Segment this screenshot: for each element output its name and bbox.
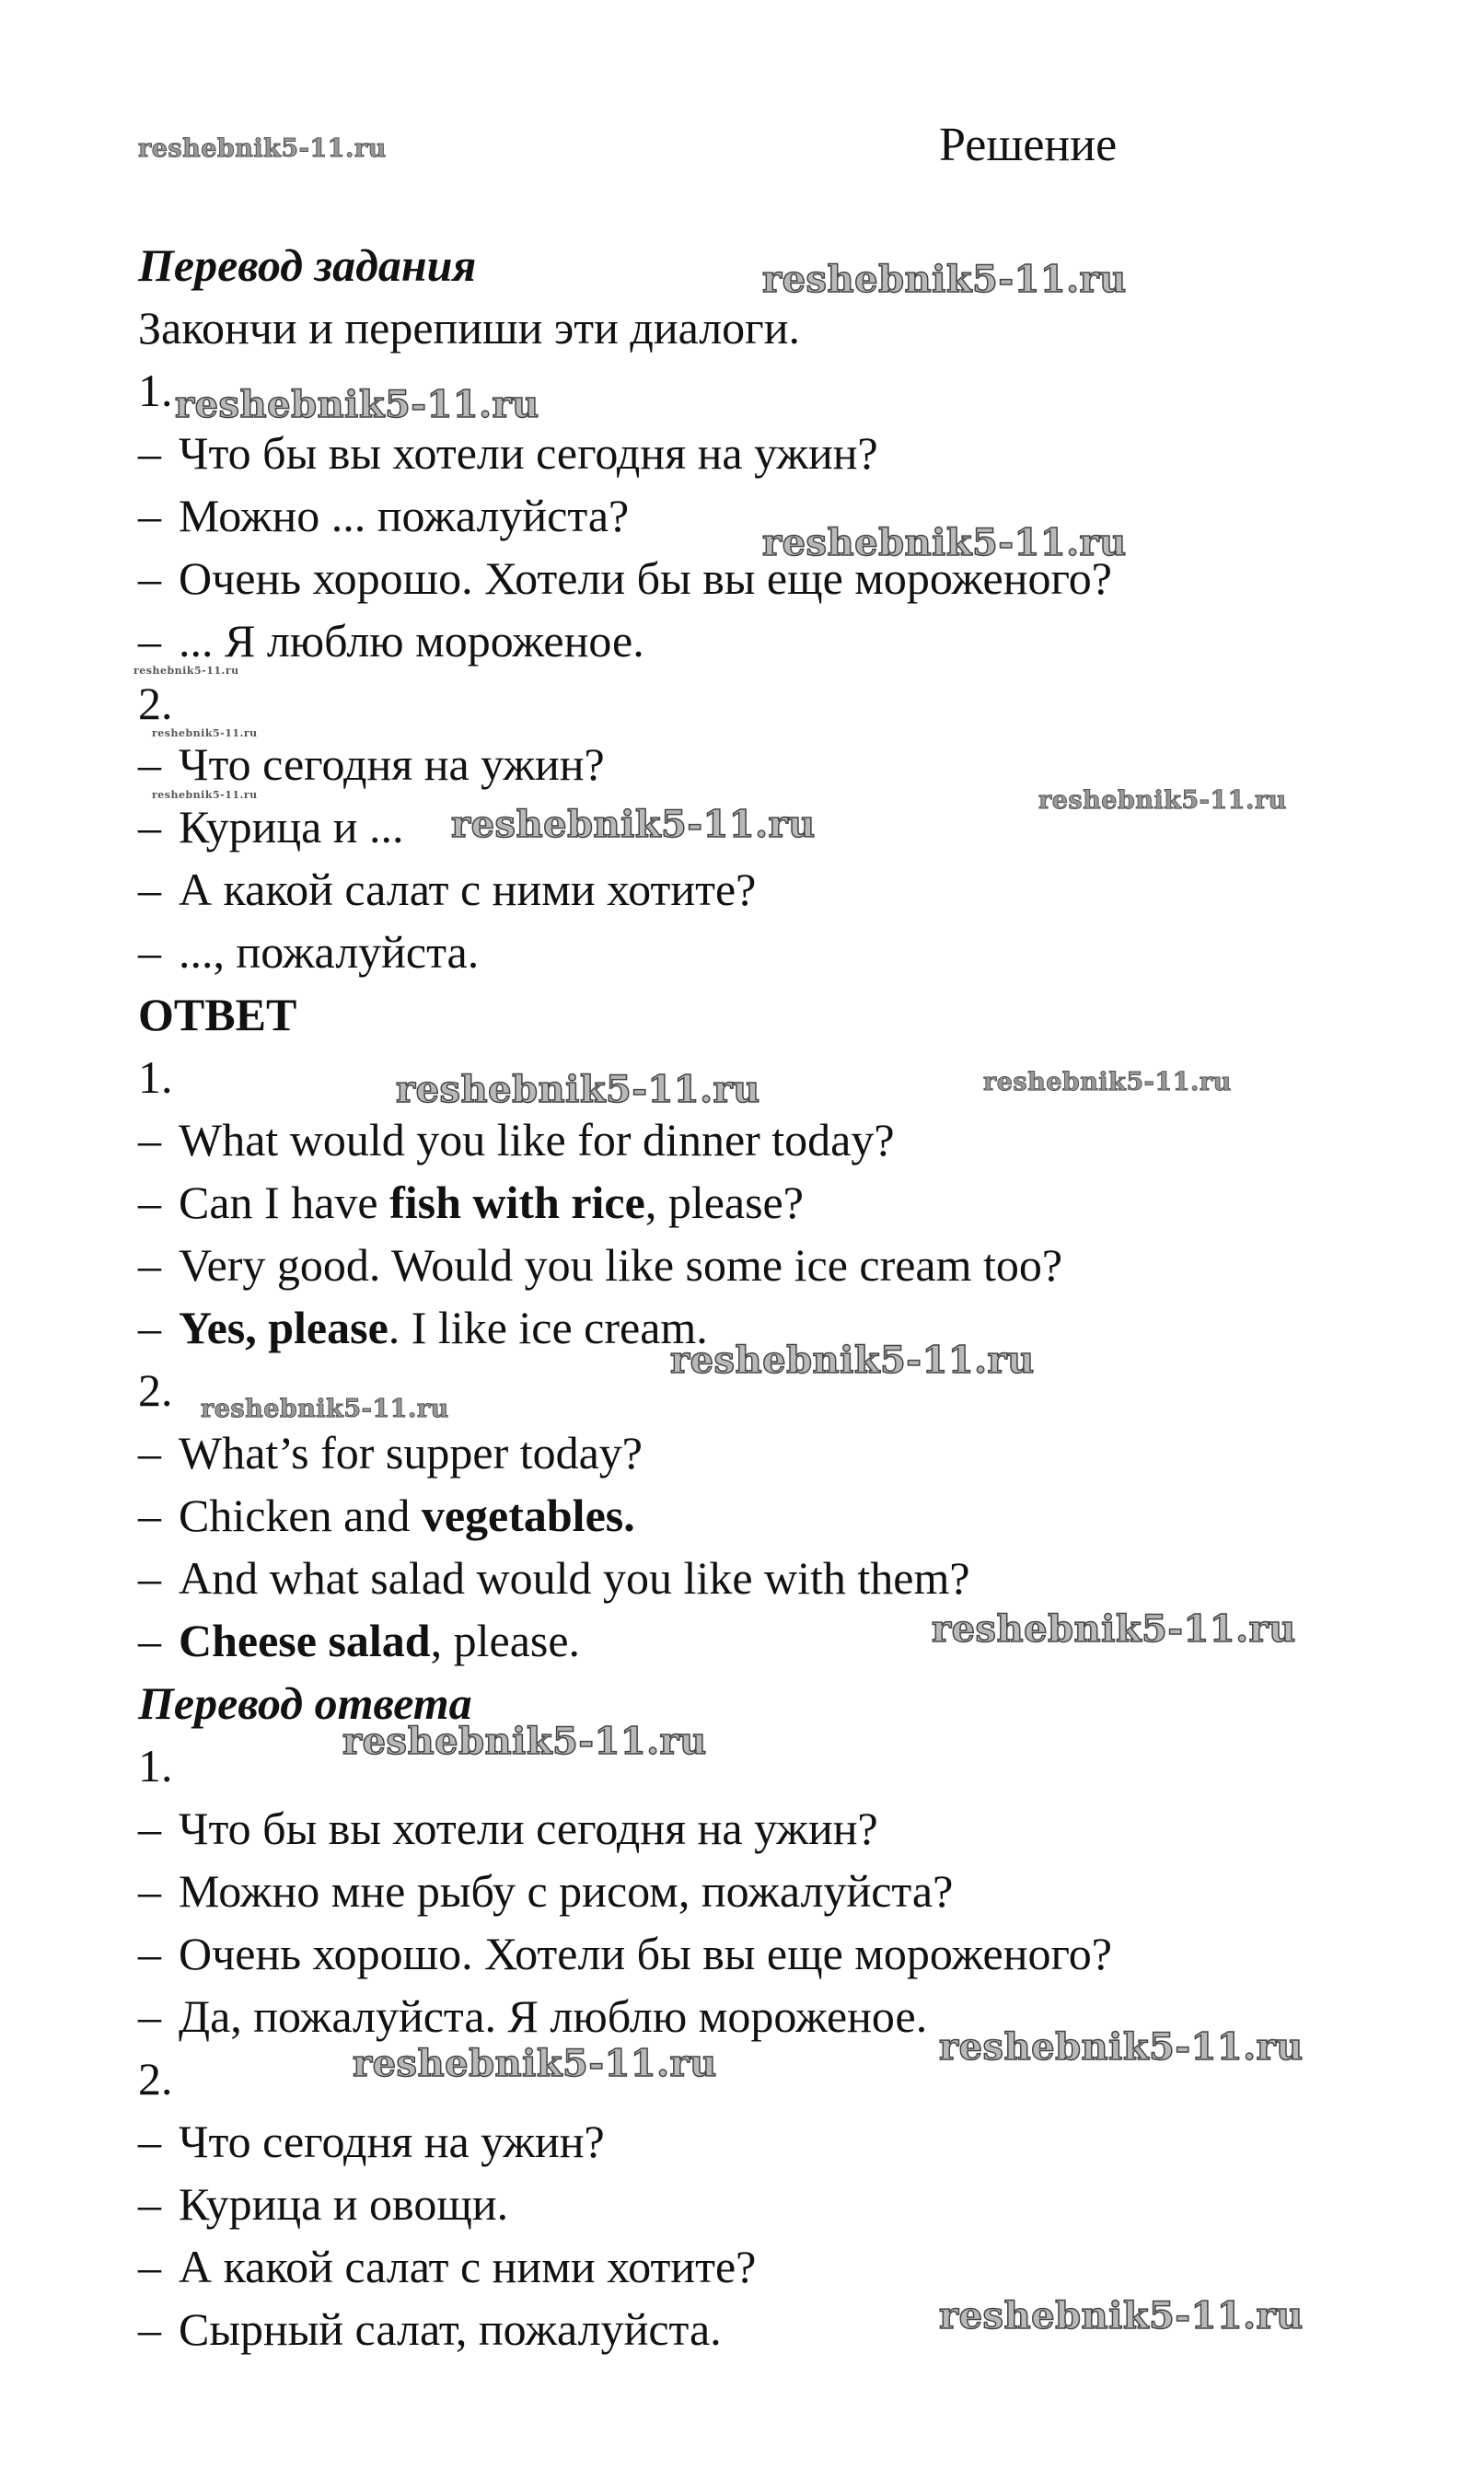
site-watermark: reshebnik5-11.ru <box>1038 786 1287 815</box>
site-watermark: reshebnik5-11.ru <box>762 521 1127 564</box>
answer-dialog-1-number: 1. <box>138 1051 173 1103</box>
dash-mark: – <box>138 801 161 852</box>
dash-mark: – <box>138 1427 161 1479</box>
site-watermark: reshebnik5-11.ru <box>932 1607 1296 1651</box>
task-heading: Перевод задания <box>138 239 477 291</box>
answer-dialog-2-line-4 <box>138 1613 580 1668</box>
task-dialog-2-line-2 <box>138 799 404 854</box>
answer-highlight: vegetables. <box>421 1490 635 1541</box>
answer-dialog-2-line-2 <box>138 1488 635 1543</box>
line-text: ..., пожалуйста. <box>179 926 480 978</box>
dash-mark: – <box>138 2178 161 2230</box>
dash-mark: – <box>138 1114 161 1165</box>
line-text: Что бы вы хотели сегодня на ужин? <box>179 427 878 479</box>
line-text: , please? <box>644 1177 804 1228</box>
task-dialog-2-number: 2. <box>138 678 173 729</box>
site-watermark: reshebnik5-11.ru <box>175 383 539 426</box>
line-text: ... Я люблю мороженое. <box>179 615 644 667</box>
line-text: Что сегодня на ужин? <box>179 2116 605 2167</box>
dash-mark: – <box>138 1177 161 1228</box>
answer-highlight: Cheese salad <box>179 1615 431 1666</box>
line-text: Можно мне рыбу с рисом, пожалуйста? <box>179 1865 954 1917</box>
dash-mark: – <box>138 615 161 667</box>
task-dialog-1-line-1 <box>138 425 878 481</box>
page-title: Решение <box>939 119 1118 171</box>
dash-mark: – <box>138 2303 161 2355</box>
dash-mark: – <box>138 864 161 915</box>
answer-highlight: Yes, please <box>179 1302 388 1353</box>
dash-mark: – <box>138 1302 161 1353</box>
dash-mark: – <box>138 552 161 604</box>
line-text: Очень хорошо. Хотели бы вы еще мороженого? <box>179 552 1112 604</box>
answer-heading: ОТВЕТ <box>138 989 297 1040</box>
line-text: , please. <box>430 1615 581 1666</box>
dash-mark: – <box>138 1865 161 1917</box>
site-watermark-tiny: reshebnik5-11.ru <box>152 789 258 801</box>
dash-mark: – <box>138 1490 161 1541</box>
site-watermark: reshebnik5-11.ru <box>670 1339 1035 1382</box>
dash-mark: – <box>138 738 161 790</box>
task-dialog-2-line-3 <box>138 862 756 917</box>
line-text: . I like ice cream. <box>388 1302 708 1353</box>
line-text: What’s for supper today? <box>179 1427 643 1479</box>
translation-dialog-2-line-2 <box>138 2176 508 2232</box>
site-watermark-header: reshebnik5-11.ru <box>138 134 387 163</box>
site-watermark: reshebnik5-11.ru <box>353 2042 717 2085</box>
line-text: Chicken and <box>179 1490 422 1541</box>
translation-dialog-1-number: 1. <box>138 1740 173 1792</box>
answer-dialog-1-line-4 <box>138 1300 708 1355</box>
translation-dialog-1-line-4 <box>138 1989 927 2044</box>
translation-dialog-2-line-3 <box>138 2239 756 2294</box>
translation-dialog-2-number: 2. <box>138 2053 173 2105</box>
dash-mark: – <box>138 490 161 541</box>
dash-mark: – <box>138 2116 161 2167</box>
answer-dialog-1-line-2 <box>138 1175 804 1230</box>
line-text: What would you like for dinner today? <box>179 1114 895 1165</box>
line-text: Да, пожалуйста. Я люблю мороженое. <box>179 1990 928 2042</box>
site-watermark: reshebnik5-11.ru <box>451 803 816 846</box>
dash-mark: – <box>138 1615 161 1666</box>
translation-dialog-2-line-1 <box>138 2114 605 2169</box>
task-dialog-2-line-1 <box>138 736 605 792</box>
task-dialog-1-line-4 <box>138 613 644 668</box>
answer-dialog-1-line-3 <box>138 1237 1062 1293</box>
dash-mark: – <box>138 1803 161 1854</box>
site-watermark: reshebnik5-11.ru <box>762 258 1127 301</box>
answer-dialog-2-line-1 <box>138 1425 643 1480</box>
translation-dialog-1-line-1 <box>138 1801 878 1856</box>
line-text: Что сегодня на ужин? <box>179 738 605 790</box>
line-text: Very good. Would you like some ice cream too? <box>179 1239 1063 1291</box>
line-text: Курица и ... <box>179 801 404 852</box>
translation-dialog-1-line-3 <box>138 1926 1112 1981</box>
site-watermark-tiny: reshebnik5-11.ru <box>133 665 239 677</box>
line-text: Очень хорошо. Хотели бы вы еще мороженого? <box>179 1928 1112 1979</box>
line-text: Can I have <box>179 1177 390 1228</box>
task-dialog-2-line-4 <box>138 924 479 980</box>
line-text: And what salad would you like with them? <box>179 1552 970 1604</box>
line-text: А какой салат с ними хотите? <box>179 2241 757 2292</box>
answer-dialog-2-number: 2. <box>138 1364 173 1416</box>
site-watermark: reshebnik5-11.ru <box>201 1395 449 1423</box>
dash-mark: – <box>138 2241 161 2292</box>
translation-dialog-1-line-2 <box>138 1863 953 1919</box>
dash-mark: – <box>138 1239 161 1291</box>
answer-highlight: fish with rice <box>389 1177 645 1228</box>
site-watermark: reshebnik5-11.ru <box>939 2025 1304 2069</box>
task-instruction: Закончи и перепиши эти диалоги. <box>138 302 800 354</box>
site-watermark-tiny: reshebnik5-11.ru <box>152 727 258 739</box>
task-dialog-1-line-2 <box>138 488 629 543</box>
translation-dialog-2-line-4 <box>138 2302 722 2357</box>
site-watermark: reshebnik5-11.ru <box>342 1720 707 1763</box>
dash-mark: – <box>138 1552 161 1604</box>
line-text: Курица и овощи. <box>179 2178 509 2230</box>
site-watermark: reshebnik5-11.ru <box>983 1068 1232 1096</box>
site-watermark: reshebnik5-11.ru <box>396 1068 760 1111</box>
line-text: Что бы вы хотели сегодня на ужин? <box>179 1803 878 1854</box>
dash-mark: – <box>138 427 161 479</box>
task-dialog-1-number: 1. <box>138 365 173 416</box>
translation-heading: Перевод ответа <box>138 1677 472 1729</box>
site-watermark: reshebnik5-11.ru <box>939 2294 1304 2337</box>
line-text: А какой салат с ними хотите? <box>179 864 757 915</box>
dash-mark: – <box>138 1928 161 1979</box>
answer-dialog-2-line-3 <box>138 1550 970 1606</box>
line-text: Сырный салат, пожалуйста. <box>179 2303 722 2355</box>
answer-dialog-1-line-1 <box>138 1112 895 1167</box>
line-text: Можно ... пожалуйста? <box>179 490 630 541</box>
dash-mark: – <box>138 1990 161 2042</box>
dash-mark: – <box>138 926 161 978</box>
